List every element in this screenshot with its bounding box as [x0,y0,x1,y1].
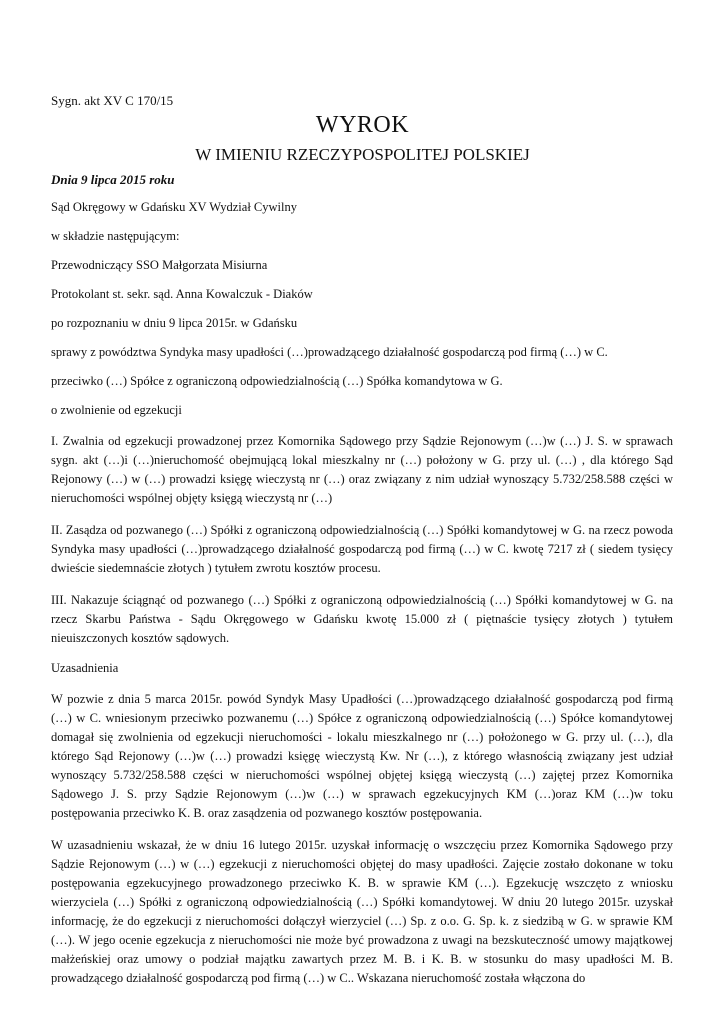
composition-label: w składzie następującym: [51,229,180,243]
defendant-info: przeciwko (…) Spółce z ograniczoną odpowiedzialnością (…) Spółka komandytowa w G. [51,374,503,388]
case-description: sprawy z powództwa Syndyka masy upadłości (…)prowadzącego działalność gospodarczą pod firmą (…) w C. [51,345,608,359]
court-name: Sąd Okręgowy w Gdańsku XV Wydział Cywilny [51,200,297,214]
presiding-judge: Przewodniczący SSO Małgorzata Misiurna [51,258,268,272]
document-body [51,200,673,988]
court-clerk: Protokolant st. sekr. sąd. Anna Kowalczuk - Diaków [51,287,313,301]
ruling-point-1: I. Zwalnia od egzekucji prowadzonej przez Komornika Sądowego przy Sądzie Rejonowym (…)w (…) J. S. w sprawach sygn. akt (…)i (…)nieruchomość obejmującą lokal mieszkalny nr (…) położony w G. przy ul. (…) , dla którego Sąd Rejonowy (…) w (…) prowadzi księgę wieczystą nr (…) oraz związany z nim udział wynoszący 5.732/258.588 części w nieruchomości wspólnej objęty księgą wieczystą nr (…) [51,434,673,505]
ruling-point-3: III. Nakazuje ściągnąć od pozwanego (…) Spółki z ograniczoną odpowiedzialnością (…) Spółki komandytowej w G. na rzecz Skarbu Państwa - Sądu Okręgowego w Gdańsku kwotę 15.000 zł ( piętnaście tysięcy złotych ) tytułem nieuiszczonych kosztów sądowych. [51,593,673,645]
hearing-info: po rozpoznaniu w dniu 9 lipca 2015r. w Gdańsku [51,316,298,330]
justification-heading: Uzasadnienia [51,661,119,675]
justification-paragraph-2: W uzasadnieniu wskazał, że w dniu 16 lutego 2015r. uzyskał informację o wszczęciu przez Komornika Sądowego przy Sądzie Rejonowym (…) w (…) egzekucji z nieruchomości objętej do masy upadłości. Zajęcie zostało dokonane w toku postępowania egzekucyjnego prowadzonego przeciwko K. B. w sprawie KM (…). Egzekucję wszczęto z wniosku wierzyciela (…) Spółki z ograniczoną odpowiedzialnością (…) Spółki komandytowej. W dniu 20 lutego 2015r. uzyskał informację, że do egzekucji z nieruchomości dołączył wierzyciel (…) Sp. z o.o. G. Sp. k. z siedzibą w G. w sprawie KM (…). W jego ocenie egzekucja z nieruchomości nie może być prowadzona z uwagi na bezskuteczność umowy majątkowej małżeńskiej oraz umowy o podział majątku zawartych przez M. B. i K. B. w stosunku do masy upadłości M. B. prowadzącego działalność gospodarczą pod firmą (…) w C.. Wskazana nieruchomość została włączona do [51,838,673,985]
justification-paragraph-1: W pozwie z dnia 5 marca 2015r. powód Syndyk Masy Upadłości (…)prowadzącego działalność gospodarczą pod firmą (…) w C. wniesionym przeciwko pozwanemu (…) Spółce z ograniczoną odpowiedzialnością (…) Spółce komandytowej domagał się zwolnienia od egzekucji nieruchomości - lokalu mieszkalnego nr (…) położonego w G. przy ul. (…), dla którego Sąd Rejonowy (…)w (…) prowadzi księgę wieczystą Kw. Nr (…), z którego własnością związany jest udział wynoszący 5.732/258.588 części w nieruchomości wspólnej objętej księgą wieczystą (…) zajętej przez Komornika Sądowego J. S. przy Sądzie Rejonowym (…)w (…) w sprawach egzekucyjnych KM (…)oraz KM (…)w toku postępowania przeciwko K. B. oraz zasądzenia od pozwanego kosztów postępowania. [51,692,673,820]
judgment-title: WYROK [315,112,410,138]
case-subject: o zwolnienie od egzekucji [51,403,182,417]
judgment-subtitle: W IMIENIU RZECZYPOSPOLITEJ POLSKIEJ [195,145,530,164]
ruling-point-2: II. Zasądza od pozwanego (…) Spółki z ograniczoną odpowiedzialnością (…) Spółki komandytowej w G. na rzecz powoda Syndyka masy upadłości (…)prowadzącego działalność gospodarczą pod firmą (…) w C. kwotę 7217 zł ( siedem tysięcy dwieście siedemnaście złotych ) tytułem zwrotu kosztów procesu. [51,523,673,575]
judgment-date: Dnia 9 lipca 2015 roku [51,172,175,187]
case-number: Sygn. akt XV C 170/15 [51,93,174,108]
